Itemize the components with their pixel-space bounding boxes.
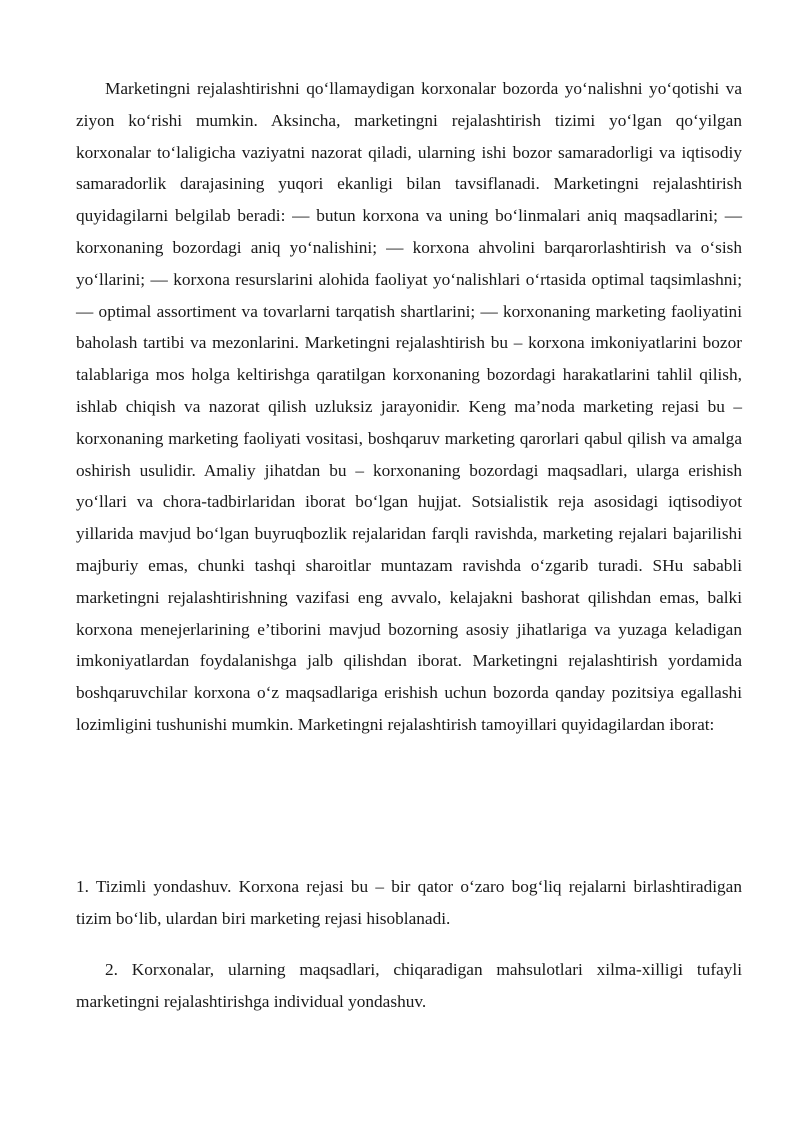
principle-item-1: 1. Tizimli yondashuv. Korxona rejasi bu – bir qator o‘zaro bog‘liq rejalarni birlashtiradigan tizim bo‘lib, ulardan biri marketing rejasi hisoblanadi. (76, 877, 742, 928)
principle-item-2: 2. Korxonalar, ularning maqsadlari, chiqaradigan mahsulotlari xilma-xilligi tufayli marketingni rejalashtirishga individual yondashuv. (76, 960, 742, 1011)
intro-paragraph: Marketingni rejalashtirishni qo‘llamaydigan korxonalar bozorda yo‘nalishni yo‘qotishi va ziyon ko‘rishi mumkin. Aksincha, marketingni rejalashtirish tizimi yo‘lgan qo‘yilgan korxonalar to‘laligicha vaziyatni nazorat qiladi, ularning ishi bozor samaradorligi va iqtisodiy samaradorlik darajasining yuqori ekanligi bilan tavsiflanadi. Marketingni rejalashtirish quyidagilarni belgilab beradi: — butun korxona va uning bo‘linmalari aniq maqsadlarini; — korxonaning bozordagi aniq yo‘nalishini; — korxona ahvolini barqarorlashtirish va o‘sish yo‘llarini; — korxona resurslarini alohida faoliyat yo‘nalishlari o‘rtasida optimal taqsimlashni; — optimal assortiment va tovarlarni tarqatish shartlarini; — korxonaning marketing faoliyatini baholash tartibi va mezonlarini. Marketingni rejalashtirish bu – korxona imkoniyatlarini bozor talablariga mos holga keltirishga qaratilgan korxonaning bozordagi harakatlarini tahlil qilish, ishlab chiqish va nazorat qilish uzluksiz jarayonidir. Keng ma’noda marketing rejasi bu – korxonaning marketing faoliyati vositasi, boshqaruv marketing qarorlari qabul qilish va amalga oshirish usulidir. Amaliy jihatdan bu – korxonaning bozordagi maqsadlari, ularga erishish yo‘llari va chora-tadbirlaridan iborat bo‘lgan hujjat. Sotsialistik reja asosidagi iqtisodiyot yillarida mavjud bo‘lgan buyruqbozlik rejalaridan farqli ravishda, marketing rejalari bajarilishi majburiy emas, chunki tashqi sharoitlar muntazam ravishda o‘zgarib turadi. SHu sababli marketingni rejalashtirishning vazifasi eng avvalo, kelajakni bashorat qilishdan emas, balki korxona menejerlarining e’tiborini mavjud bozorning asosiy jihatlariga va yuzaga keladigan imkoniyatlardan foydalanishga jalb qilishdan iborat. Marketingni rejalashtirish yordamida boshqaruvchilar korxona o‘z maqsadlariga erishish uchun bozorda qanday pozitsiya egallashi lozimligini tushunishi mumkin. Marketingni rejalashtirish tamoyillari quyidagilardan iborat: (76, 79, 742, 734)
